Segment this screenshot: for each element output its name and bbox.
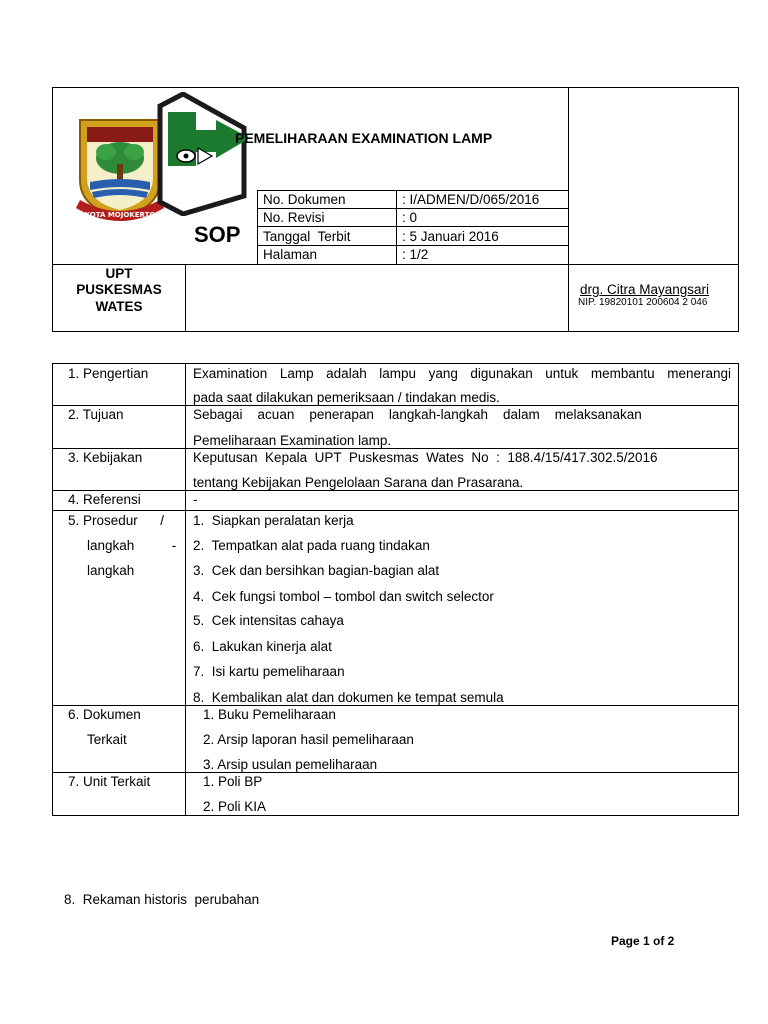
tujuan-line-1: Sebagai acuan penerapan langkah-langkah dalam melaksanakan [193, 407, 642, 422]
sop-label: SOP [194, 222, 241, 247]
dokumen-item: 3. Arsip usulan pemeliharaan [203, 757, 378, 772]
prosedur-step: 1. Siapkan peralatan kerja [193, 513, 354, 528]
doc-field-label-no-revisi: No. Revisi [263, 210, 325, 225]
signer-nip: NIP. 19820101 200604 2 046 [578, 297, 708, 308]
signer-name: drg. Citra Mayangsari [580, 282, 710, 297]
pengertian-line-1: Examination Lamp adalah lampu yang digunakan untuk membantu menerangi [193, 366, 731, 381]
prosedur-step: 6. Lakukan kinerja alat [193, 639, 332, 654]
unit-line-3: WATES [95, 299, 143, 314]
unit-line-2: PUSKESMAS [76, 282, 162, 297]
prosedur-step: 7. Isi kartu pemeliharaan [193, 664, 345, 679]
section-label-dokumen-line-2: Terkait [87, 732, 127, 747]
doc-field-value-no-dokumen: : I/ADMEN/D/065/2016 [402, 192, 540, 207]
doc-field-value-no-revisi: : 0 [402, 210, 418, 225]
doc-field-value-halaman: : 1/2 [402, 247, 429, 262]
logo-text: KOTA MOJOKERTO [84, 211, 156, 219]
dokumen-item: 1. Buku Pemeliharaan [203, 707, 336, 722]
section-label-kebijakan: 3. Kebijakan [68, 450, 143, 465]
unit-terkait-item: 1. Poli BP [203, 774, 263, 789]
prosedur-step: 8. Kembalikan alat dan dokumen ke tempat semula [193, 690, 504, 705]
section-label-prosedur-line-3: langkah [87, 563, 135, 578]
pengertian-line-2: pada saat dilakukan pemeriksaan / tindakan medis. [193, 390, 500, 405]
section-label-unit-terkait: 7. Unit Terkait [68, 774, 151, 789]
referensi-value: - [193, 492, 198, 507]
section-label-prosedur-line-2: langkah - [87, 538, 177, 553]
doc-field-value-tanggal-terbit: : 5 Januari 2016 [402, 229, 499, 244]
page-number: Page 1 of 2 [611, 934, 675, 948]
prosedur-step: 5. Cek intensitas cahaya [193, 613, 344, 628]
unit-line-1: UPT [105, 266, 133, 281]
dokumen-item: 2. Arsip laporan hasil pemeliharaan [203, 732, 414, 747]
tujuan-line-2: Pemeliharaan Examination lamp. [193, 433, 392, 448]
prosedur-step: 2. Tempatkan alat pada ruang tindakan [193, 538, 430, 553]
prosedur-step: 3. Cek dan bersihkan bagian-bagian alat [193, 563, 440, 578]
section-label-prosedur-line-1: 5. Prosedur / [68, 513, 165, 528]
kebijakan-line-2: tentang Kebijakan Pengelolaan Sarana dan Prasarana. [193, 475, 524, 490]
section-label-referensi: 4. Referensi [68, 492, 141, 507]
section-label-pengertian: 1. Pengertian [68, 366, 149, 381]
doc-field-label-halaman: Halaman [263, 247, 318, 262]
prosedur-step: 4. Cek fungsi tombol – tombol dan switch selector [193, 589, 494, 604]
puskesmas-emblem [112, 92, 254, 216]
section-label-tujuan: 2. Tujuan [68, 407, 124, 422]
kebijakan-line-1: Keputusan Kepala UPT Puskesmas Wates No : 188.4/15/417.302.5/2016 [193, 450, 658, 465]
section-label-dokumen-line-1: 6. Dokumen [68, 707, 141, 722]
doc-field-label-tanggal-terbit: Tanggal Terbit [263, 229, 351, 244]
document-title: PEMELIHARAAN EXAMINATION LAMP [235, 130, 493, 146]
doc-field-label-no-dokumen: No. Dokumen [263, 192, 346, 207]
unit-terkait-item: 2. Poli KIA [203, 799, 267, 814]
history-heading: 8. Rekaman historis perubahan [64, 892, 260, 907]
